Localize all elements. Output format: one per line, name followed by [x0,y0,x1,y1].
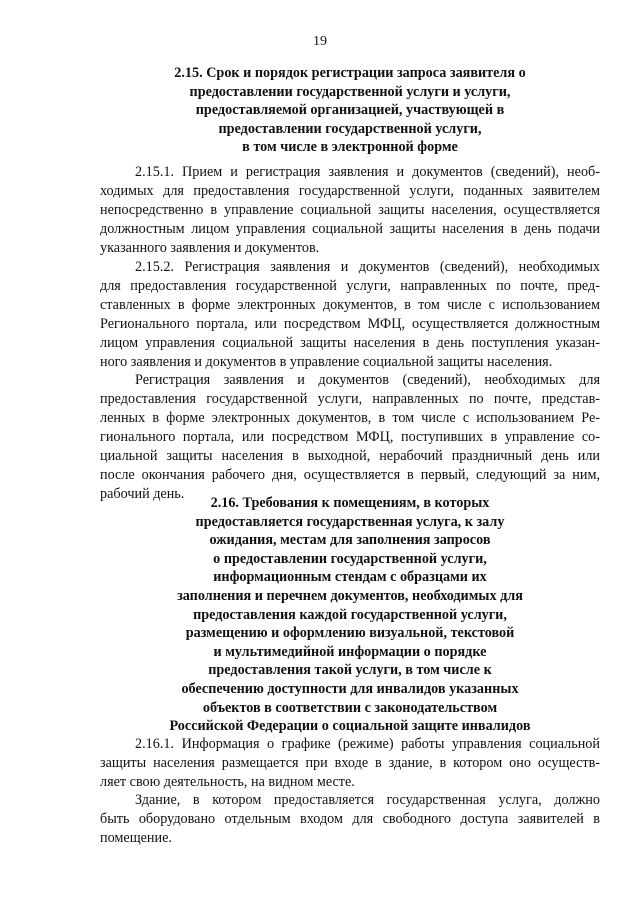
heading-line: размещению и оформлению визуальной, текстовой [185,625,515,642]
paragraph-line: 2.16.1. Информация о графике (режиме) работы управления социальной [135,736,600,752]
paragraph-line: 2.15.1. Прием и регистрация заявления и документов (сведений), необ- [135,164,600,180]
heading-line: объектов в соответствии с законодательством [202,699,498,716]
heading-line: Российской Федерации о социальной защите инвалидов [169,718,531,735]
paragraph-line: быть оборудовано отдельным входом для свободного доступа заявителей в [100,811,600,827]
paragraph-line: ляет свою деятельность, на видном месте. [100,774,355,790]
heading-line: обеспечению доступности для инвалидов указанных [181,680,519,697]
paragraph-line: рабочий день. [100,486,185,502]
section-2-16-heading [100,494,600,736]
paragraph-line: ленных в форме электронных документов, в том числе с использованием Ре- [100,410,600,426]
heading-line: информационным стендам с образцами их [213,569,487,586]
paragraph-line: Здание, в котором предоставляется государственная услуга, должно [135,792,600,808]
paragraph-line: лицом управления социальной защиты населения в день поступления указан- [100,335,600,351]
page-number: 19 [313,34,327,49]
heading-line: 2.15. Срок и порядок регистрации запроса заявителя о [174,65,526,81]
paragraph-line: защиты населения размещается при входе в здание, в котором оно осуществ- [100,755,600,771]
paragraph-line: должностным лицом управления социальной защиты населения в день подачи [100,221,600,237]
paragraph-line: предоставления государственной услуги, направленных по почте, представ- [100,391,600,407]
paragraph-2-15-1 [100,163,600,258]
heading-line: предоставляется государственная услуга, к залу [195,513,505,530]
heading-line: и мультимедийной информации о порядке [213,643,487,660]
paragraph-line: после окончания рабочего дня, осуществляется в первый, следующий за ним, [100,467,600,483]
paragraph-line: ного заявления и документов в управление социальной защиты населения. [100,354,553,370]
paragraph-line: Регионального портала, или посредством МФЦ, осуществляется должностным [100,316,600,332]
section-2-15-heading [100,64,600,157]
heading-line: ожидания, местам для заполнения запросов [209,532,491,549]
paragraph-line: 2.15.2. Регистрация заявления и документов (сведений), необходимых [135,259,600,275]
paragraph-line: помещение. [100,830,172,846]
heading-line: предоставлении государственной услуги и услуги, [189,83,511,100]
paragraph-2-16-1 [100,735,600,792]
paragraph-line: непосредственно в управление социальной защиты населения, осуществляется [100,202,600,218]
heading-line: предоставления такой услуги, в том числе к [208,662,492,679]
paragraph-line: указанного заявления и документов. [100,240,320,256]
paragraph-line: Регистрация заявления и документов (сведений), необходимых для [135,372,600,388]
paragraph-line: ставленных в форме электронных документов, в том числе с использованием [100,297,600,313]
paragraph-registration-holidays [100,371,600,504]
heading-line: предоставления каждой государственной услуги, [193,606,507,623]
heading-line: 2.16. Требования к помещениям, в которых [210,495,490,511]
heading-line: предоставлении государственной услуги, [218,120,482,137]
paragraph-2-15-2 [100,258,600,372]
paragraph-line: для предоставления государственной услуги, направленных по почте, пред- [100,278,600,294]
heading-line: заполнения и перечнем документов, необходимых для [177,587,523,604]
paragraph-building-entrance [100,791,600,848]
paragraph-line: гионального портала, или посредством МФЦ, поступивших в управление со- [100,429,600,445]
heading-line: в том числе в электронной форме [242,139,458,156]
heading-line: о предоставлении государственной услуги, [213,550,487,567]
paragraph-line: ходимых для предоставления государственной услуги, поданных заявителем [100,183,600,199]
paragraph-line: циальной защиты населения в выходной, нерабочий праздничный день или [100,448,600,464]
heading-line: предоставляемой организацией, участвующей в [195,102,505,119]
